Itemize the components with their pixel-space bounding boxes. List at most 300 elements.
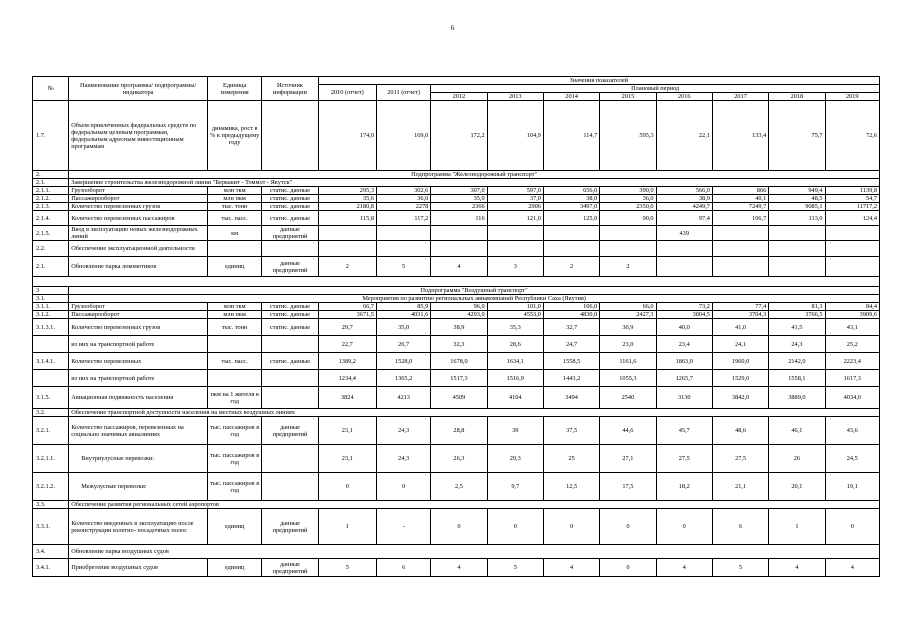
value-cell: 23,0 bbox=[600, 336, 656, 353]
value-cell: 45,7 bbox=[656, 417, 712, 445]
value-cell: - bbox=[376, 509, 430, 545]
value-cell bbox=[656, 241, 712, 257]
value-cell: 597,0 bbox=[487, 187, 543, 195]
indicator-name: Обеспечение эксплуатационной деятельности bbox=[69, 241, 208, 257]
value-cell: 295,3 bbox=[318, 187, 376, 195]
value-cell: 3 bbox=[487, 257, 543, 277]
header-year: 2013 bbox=[487, 93, 543, 101]
value-cell: 2142,0 bbox=[769, 353, 825, 370]
table-row bbox=[33, 257, 880, 277]
value-cell: 1443,2 bbox=[543, 370, 599, 387]
value-cell: 32,3 bbox=[431, 336, 487, 353]
source-cell: данные предприятий bbox=[262, 509, 318, 545]
unit-cell: тыс. пассажиров в год bbox=[208, 417, 262, 445]
indicator-name: Пассажирооборот bbox=[69, 311, 208, 319]
header-unit: Единица измерения bbox=[208, 77, 262, 101]
value-cell: 4 bbox=[543, 559, 599, 577]
value-cell: 28,8 bbox=[431, 417, 487, 445]
source-cell: статис. данные bbox=[262, 353, 318, 370]
unit-cell: тыс. тонн bbox=[208, 319, 262, 336]
value-cell: 75,7 bbox=[769, 101, 825, 171]
row-number: 2. bbox=[33, 171, 69, 179]
value-cell: 0 bbox=[487, 509, 543, 545]
value-cell: 3824 bbox=[318, 387, 376, 409]
unit-cell: единиц bbox=[208, 257, 262, 277]
value-cell bbox=[318, 226, 376, 241]
value-cell: 106,0 bbox=[543, 303, 599, 311]
value-cell: 11717,2 bbox=[825, 203, 879, 211]
value-cell: 5 bbox=[487, 559, 543, 577]
table-row bbox=[33, 409, 880, 417]
value-cell: 1265,7 bbox=[656, 370, 712, 387]
value-cell: 29,7 bbox=[318, 319, 376, 336]
row-number: 2.1.3. bbox=[33, 203, 69, 211]
source-cell: данные предприятий bbox=[262, 226, 318, 241]
value-cell: 9,7 bbox=[487, 473, 543, 501]
row-number: 3.1. bbox=[33, 295, 69, 303]
indicator-name: Ввод в эксплуатацию новых железнодорожных линий bbox=[69, 226, 208, 241]
value-cell: 38,9 bbox=[656, 195, 712, 203]
indicator-name: Межулусные перевозки: bbox=[69, 473, 208, 501]
value-cell: 25,2 bbox=[825, 336, 879, 353]
value-cell: 3704,3 bbox=[712, 311, 768, 319]
value-cell: 4104 bbox=[487, 387, 543, 409]
value-cell: 32,7 bbox=[543, 319, 599, 336]
table-row bbox=[33, 509, 880, 545]
value-cell: 2427,3 bbox=[600, 311, 656, 319]
subsection-title: Обеспечение развития региональных сетей аэропортов bbox=[69, 501, 880, 509]
value-cell: 1558,5 bbox=[543, 353, 599, 370]
value-cell: 38,0 bbox=[543, 195, 599, 203]
row-number: 3.1.2. bbox=[33, 311, 69, 319]
header-source: Источник информации bbox=[262, 77, 318, 101]
value-cell: 4 bbox=[431, 257, 487, 277]
value-cell: 5 bbox=[712, 559, 768, 577]
table-row bbox=[33, 101, 880, 171]
value-cell: 29,3 bbox=[487, 445, 543, 473]
value-cell: 4293,0 bbox=[431, 311, 487, 319]
value-cell bbox=[600, 241, 656, 257]
value-cell: 2540 bbox=[600, 387, 656, 409]
header-values-title: Значения показателей bbox=[318, 77, 879, 85]
table-row bbox=[33, 195, 880, 203]
unit-cell bbox=[208, 370, 262, 387]
indicator-name: Грузооборот bbox=[69, 187, 208, 195]
row-number: 2.1.1. bbox=[33, 187, 69, 195]
subsection-title: Обновление парка воздушных судов bbox=[69, 545, 880, 559]
value-cell: 1517,3 bbox=[431, 370, 487, 387]
blank-cell bbox=[33, 277, 880, 287]
value-cell: 66,7 bbox=[318, 303, 376, 311]
table-row bbox=[33, 226, 880, 241]
row-number: 3.1.1. bbox=[33, 303, 69, 311]
value-cell: 1634,1 bbox=[487, 353, 543, 370]
value-cell bbox=[376, 226, 430, 241]
value-cell: 72,6 bbox=[825, 101, 879, 171]
value-cell: 17,5 bbox=[600, 473, 656, 501]
value-cell: 169,0 bbox=[376, 101, 430, 171]
header-year: 2015 bbox=[600, 93, 656, 101]
value-cell: 949,4 bbox=[769, 187, 825, 195]
row-number: 3.2. bbox=[33, 409, 69, 417]
value-cell: 22,1 bbox=[656, 101, 712, 171]
value-cell: 37,0 bbox=[487, 195, 543, 203]
value-cell bbox=[769, 257, 825, 277]
indicator-name: Грузооборот bbox=[69, 303, 208, 311]
value-cell bbox=[487, 226, 543, 241]
indicator-name: из них на транспортной работе bbox=[69, 370, 208, 387]
value-cell: 0 bbox=[825, 509, 879, 545]
unit-cell: тыс. пасс. bbox=[208, 353, 262, 370]
section-title: Подпрограмма "Воздушный транспорт" bbox=[69, 287, 880, 295]
value-cell: 113,0 bbox=[769, 211, 825, 226]
value-cell: 2180,8 bbox=[318, 203, 376, 211]
indicator-name: Пассажирооборот bbox=[69, 195, 208, 203]
value-cell: 1516,9 bbox=[487, 370, 543, 387]
value-cell: 41,5 bbox=[769, 319, 825, 336]
source-cell: данные предприятий bbox=[262, 417, 318, 445]
value-cell: 5 bbox=[376, 257, 430, 277]
value-cell: 44,6 bbox=[600, 417, 656, 445]
table-row bbox=[33, 387, 880, 409]
value-cell: 3497,0 bbox=[543, 203, 599, 211]
row-number: 2.1.4. bbox=[33, 211, 69, 226]
value-cell: 4830,0 bbox=[543, 311, 599, 319]
value-cell: 595,3 bbox=[600, 101, 656, 171]
value-cell: 1558,1 bbox=[769, 370, 825, 387]
header-num: № bbox=[33, 77, 69, 101]
value-cell: 1234,4 bbox=[318, 370, 376, 387]
value-cell: 43,6 bbox=[825, 417, 879, 445]
table-row bbox=[33, 473, 880, 501]
value-cell: 4 bbox=[769, 559, 825, 577]
source-cell: статис. данные bbox=[262, 187, 318, 195]
row-number: 3.2.1. bbox=[33, 417, 69, 445]
row-number bbox=[33, 370, 69, 387]
unit-cell: единиц bbox=[208, 509, 262, 545]
header-year: 2017 bbox=[712, 93, 768, 101]
value-cell: 439 bbox=[656, 226, 712, 241]
value-cell: 84,4 bbox=[825, 303, 879, 311]
value-cell: 3494 bbox=[543, 387, 599, 409]
value-cell: 4509 bbox=[431, 387, 487, 409]
unit-cell: млн ткм bbox=[208, 187, 262, 195]
source-cell: статис. данные bbox=[262, 203, 318, 211]
value-cell: 1389,2 bbox=[318, 353, 376, 370]
table-row bbox=[33, 545, 880, 559]
value-cell: 4034,0 bbox=[825, 387, 879, 409]
source-cell: статис. данные bbox=[262, 319, 318, 336]
value-cell: 7249,7 bbox=[712, 203, 768, 211]
value-cell: 2278 bbox=[376, 203, 430, 211]
value-cell: 2906 bbox=[487, 203, 543, 211]
value-cell: 35,6 bbox=[318, 195, 376, 203]
table-row bbox=[33, 311, 880, 319]
table-row bbox=[33, 559, 880, 577]
row-number: 3.1.4.1. bbox=[33, 353, 69, 370]
unit-cell: тыс. тонн bbox=[208, 203, 262, 211]
indicators-table bbox=[32, 76, 880, 577]
value-cell: 121,0 bbox=[487, 211, 543, 226]
value-cell bbox=[769, 226, 825, 241]
value-cell bbox=[656, 257, 712, 277]
source-cell bbox=[262, 336, 318, 353]
value-cell: 35,3 bbox=[487, 319, 543, 336]
row-number: 3.4. bbox=[33, 545, 69, 559]
value-cell: 1960,0 bbox=[712, 353, 768, 370]
value-cell: 0 bbox=[543, 509, 599, 545]
indicator-name: Обновление парка локомотивов bbox=[69, 257, 208, 277]
table-row bbox=[33, 417, 880, 445]
indicator-name: Количество пассажиров, перевезенных на социально значимых авиалиниях bbox=[69, 417, 208, 445]
indicator-name: Количество перевезенных грузов bbox=[69, 203, 208, 211]
row-number: 2.1. bbox=[33, 257, 69, 277]
source-cell: статис. данные bbox=[262, 303, 318, 311]
value-cell: 23,4 bbox=[656, 336, 712, 353]
unit-cell: млн ткм bbox=[208, 303, 262, 311]
table-row bbox=[33, 187, 880, 195]
value-cell: 390,0 bbox=[600, 187, 656, 195]
value-cell: 6 bbox=[376, 559, 430, 577]
row-number: 3.3.1. bbox=[33, 509, 69, 545]
row-number: 2.1.5. bbox=[33, 226, 69, 241]
table-body bbox=[33, 101, 880, 577]
value-cell: 115,8 bbox=[318, 211, 376, 226]
value-cell: 26,7 bbox=[376, 336, 430, 353]
indicator-name: Внутриулусные перевозки: bbox=[69, 445, 208, 473]
table-row bbox=[33, 295, 880, 303]
value-cell: 1161,6 bbox=[600, 353, 656, 370]
value-cell bbox=[712, 257, 768, 277]
value-cell: 2 bbox=[543, 257, 599, 277]
value-cell bbox=[431, 226, 487, 241]
source-cell bbox=[262, 370, 318, 387]
table-row bbox=[33, 303, 880, 311]
value-cell: 96,0 bbox=[431, 303, 487, 311]
table-row bbox=[33, 277, 880, 287]
table-row bbox=[33, 501, 880, 509]
value-cell: 117,2 bbox=[376, 211, 430, 226]
subsection-title: Завершение строительства железнодорожной линии "Беркакит - Томмот - Якутск" bbox=[69, 179, 880, 187]
value-cell: 85,9 bbox=[376, 303, 430, 311]
value-cell bbox=[712, 226, 768, 241]
value-cell: 24,3 bbox=[769, 336, 825, 353]
value-cell bbox=[712, 241, 768, 257]
value-cell bbox=[318, 241, 376, 257]
source-cell bbox=[262, 101, 318, 171]
row-number: 3.1.5. bbox=[33, 387, 69, 409]
table-row bbox=[33, 203, 880, 211]
value-cell: 0 bbox=[600, 559, 656, 577]
value-cell: 43,1 bbox=[825, 319, 879, 336]
indicator-name: Количество перевезенных пассажиров bbox=[69, 211, 208, 226]
source-cell: статис. данные bbox=[262, 195, 318, 203]
value-cell: 1678,0 bbox=[431, 353, 487, 370]
value-cell: 656,0 bbox=[543, 187, 599, 195]
unit-cell: динамика, рост в % к предыдущему году bbox=[208, 101, 262, 171]
value-cell bbox=[431, 241, 487, 257]
row-number: 3.3. bbox=[33, 501, 69, 509]
value-cell: 4249,7 bbox=[656, 203, 712, 211]
value-cell: 40,0 bbox=[656, 319, 712, 336]
header-year: 2019 bbox=[825, 93, 879, 101]
header-year: 2014 bbox=[543, 93, 599, 101]
section-title: Подпрограмма "Железнодорожный транспорт" bbox=[69, 171, 880, 179]
source-cell bbox=[262, 473, 318, 501]
indicator-name: из них на транспортной работе bbox=[69, 336, 208, 353]
value-cell: 174,0 bbox=[318, 101, 376, 171]
table-row bbox=[33, 353, 880, 370]
row-number: 1.7. bbox=[33, 101, 69, 171]
value-cell: 566,0 bbox=[656, 187, 712, 195]
value-cell: 28,6 bbox=[487, 336, 543, 353]
value-cell: 302,6 bbox=[376, 187, 430, 195]
value-cell: 18,2 bbox=[656, 473, 712, 501]
value-cell: 4213 bbox=[376, 387, 430, 409]
unit-cell: млн пкм bbox=[208, 311, 262, 319]
value-cell: 1617,3 bbox=[825, 370, 879, 387]
row-number: 2.1. bbox=[33, 179, 69, 187]
source-cell bbox=[262, 241, 318, 257]
value-cell: 172,2 bbox=[431, 101, 487, 171]
value-cell: 24,5 bbox=[825, 445, 879, 473]
value-cell: 3766,5 bbox=[769, 311, 825, 319]
value-cell: 114,7 bbox=[543, 101, 599, 171]
header-year: 2018 bbox=[769, 93, 825, 101]
value-cell: 3671,5 bbox=[318, 311, 376, 319]
value-cell: 30,9 bbox=[600, 319, 656, 336]
table-row bbox=[33, 171, 880, 179]
value-cell bbox=[543, 226, 599, 241]
value-cell: 26 bbox=[769, 445, 825, 473]
subsection-title: Обеспечение транспортной доступности населения на местных воздушных линиях bbox=[69, 409, 880, 417]
value-cell: 307,0 bbox=[431, 187, 487, 195]
unit-cell: тыс. пассажиров в год bbox=[208, 473, 262, 501]
value-cell: 38,9 bbox=[431, 319, 487, 336]
unit-cell: тыс. пассажиров в год bbox=[208, 445, 262, 473]
value-cell: 27,5 bbox=[712, 445, 768, 473]
value-cell: 19,1 bbox=[825, 473, 879, 501]
table-header bbox=[33, 77, 880, 101]
row-number: 3.1.3.1. bbox=[33, 319, 69, 336]
section-title: Мероприятия по развитию региональных авиакомпаний Республики Саха (Якутия) bbox=[69, 295, 880, 303]
value-cell: 22,7 bbox=[318, 336, 376, 353]
value-cell bbox=[825, 241, 879, 257]
header-plan-period: Плановый период bbox=[431, 85, 880, 93]
table-row bbox=[33, 370, 880, 387]
value-cell: 124,4 bbox=[825, 211, 879, 226]
value-cell bbox=[825, 257, 879, 277]
value-cell: 5 bbox=[318, 559, 376, 577]
value-cell: 866 bbox=[712, 187, 768, 195]
source-cell: статис. данные bbox=[262, 211, 318, 226]
unit-cell: км bbox=[208, 226, 262, 241]
header-year: 2016 bbox=[656, 93, 712, 101]
indicator-name: Объем привлеченных федеральных средств по федеральным целевым программам, федеральным адресным инвестиционным программам bbox=[69, 101, 208, 171]
value-cell: 6 bbox=[712, 509, 768, 545]
value-cell: 37,5 bbox=[543, 417, 599, 445]
unit-cell: единиц bbox=[208, 559, 262, 577]
row-number: 2.2. bbox=[33, 241, 69, 257]
value-cell bbox=[769, 241, 825, 257]
value-cell bbox=[600, 226, 656, 241]
value-cell: 0 bbox=[656, 509, 712, 545]
value-cell: 48,5 bbox=[769, 195, 825, 203]
value-cell: 1 bbox=[769, 509, 825, 545]
value-cell: 106,7 bbox=[712, 211, 768, 226]
value-cell: 24,7 bbox=[543, 336, 599, 353]
value-cell: 97,4 bbox=[656, 211, 712, 226]
value-cell: 4553,0 bbox=[487, 311, 543, 319]
value-cell: 3909,6 bbox=[825, 311, 879, 319]
unit-cell: пкм на 1 жителя в год bbox=[208, 387, 262, 409]
value-cell: 40,1 bbox=[712, 195, 768, 203]
row-number: 3.4.1. bbox=[33, 559, 69, 577]
value-cell: 23,1 bbox=[318, 417, 376, 445]
row-number: 3 bbox=[33, 287, 69, 295]
value-cell: 21,1 bbox=[712, 473, 768, 501]
unit-cell: млн пкм bbox=[208, 195, 262, 203]
header-2011: 2011 (отчет) bbox=[376, 85, 430, 101]
table-row bbox=[33, 287, 880, 295]
value-cell: 3889,0 bbox=[769, 387, 825, 409]
value-cell: 9085,1 bbox=[769, 203, 825, 211]
source-cell bbox=[262, 387, 318, 409]
value-cell: 133,4 bbox=[712, 101, 768, 171]
value-cell: 3842,0 bbox=[712, 387, 768, 409]
value-cell: 26,3 bbox=[431, 445, 487, 473]
value-cell bbox=[487, 241, 543, 257]
value-cell: 0 bbox=[318, 473, 376, 501]
table-row bbox=[33, 211, 880, 226]
value-cell: 24,1 bbox=[712, 336, 768, 353]
value-cell: 36,0 bbox=[600, 195, 656, 203]
page-number: 6 bbox=[450, 24, 455, 32]
value-cell: 27,5 bbox=[656, 445, 712, 473]
source-cell: данные предприятий bbox=[262, 559, 318, 577]
value-cell: 1529,0 bbox=[712, 370, 768, 387]
source-cell: статис. данные bbox=[262, 311, 318, 319]
value-cell: 125,0 bbox=[543, 211, 599, 226]
table-row bbox=[33, 336, 880, 353]
value-cell: 1528,0 bbox=[376, 353, 430, 370]
row-number bbox=[33, 336, 69, 353]
value-cell bbox=[825, 226, 879, 241]
value-cell: 66,0 bbox=[600, 303, 656, 311]
value-cell: 0 bbox=[376, 473, 430, 501]
value-cell: 101,0 bbox=[487, 303, 543, 311]
value-cell: 2 bbox=[600, 257, 656, 277]
value-cell: 46,1 bbox=[769, 417, 825, 445]
value-cell: 20,1 bbox=[769, 473, 825, 501]
table-row bbox=[33, 445, 880, 473]
value-cell: 24,3 bbox=[376, 445, 430, 473]
indicator-name: Количество перевезенных bbox=[69, 353, 208, 370]
value-cell: 1055,3 bbox=[600, 370, 656, 387]
table-row bbox=[33, 319, 880, 336]
value-cell: 25 bbox=[543, 445, 599, 473]
table-row bbox=[33, 241, 880, 257]
value-cell: 27,1 bbox=[600, 445, 656, 473]
source-cell: данные предприятий bbox=[262, 257, 318, 277]
value-cell: 23,1 bbox=[318, 445, 376, 473]
value-cell: 81,3 bbox=[769, 303, 825, 311]
row-number: 3.2.1.1. bbox=[33, 445, 69, 473]
value-cell: 4031,6 bbox=[376, 311, 430, 319]
value-cell: 24,3 bbox=[376, 417, 430, 445]
value-cell: 4 bbox=[825, 559, 879, 577]
indicator-name: Приобретение воздушных судов bbox=[69, 559, 208, 577]
